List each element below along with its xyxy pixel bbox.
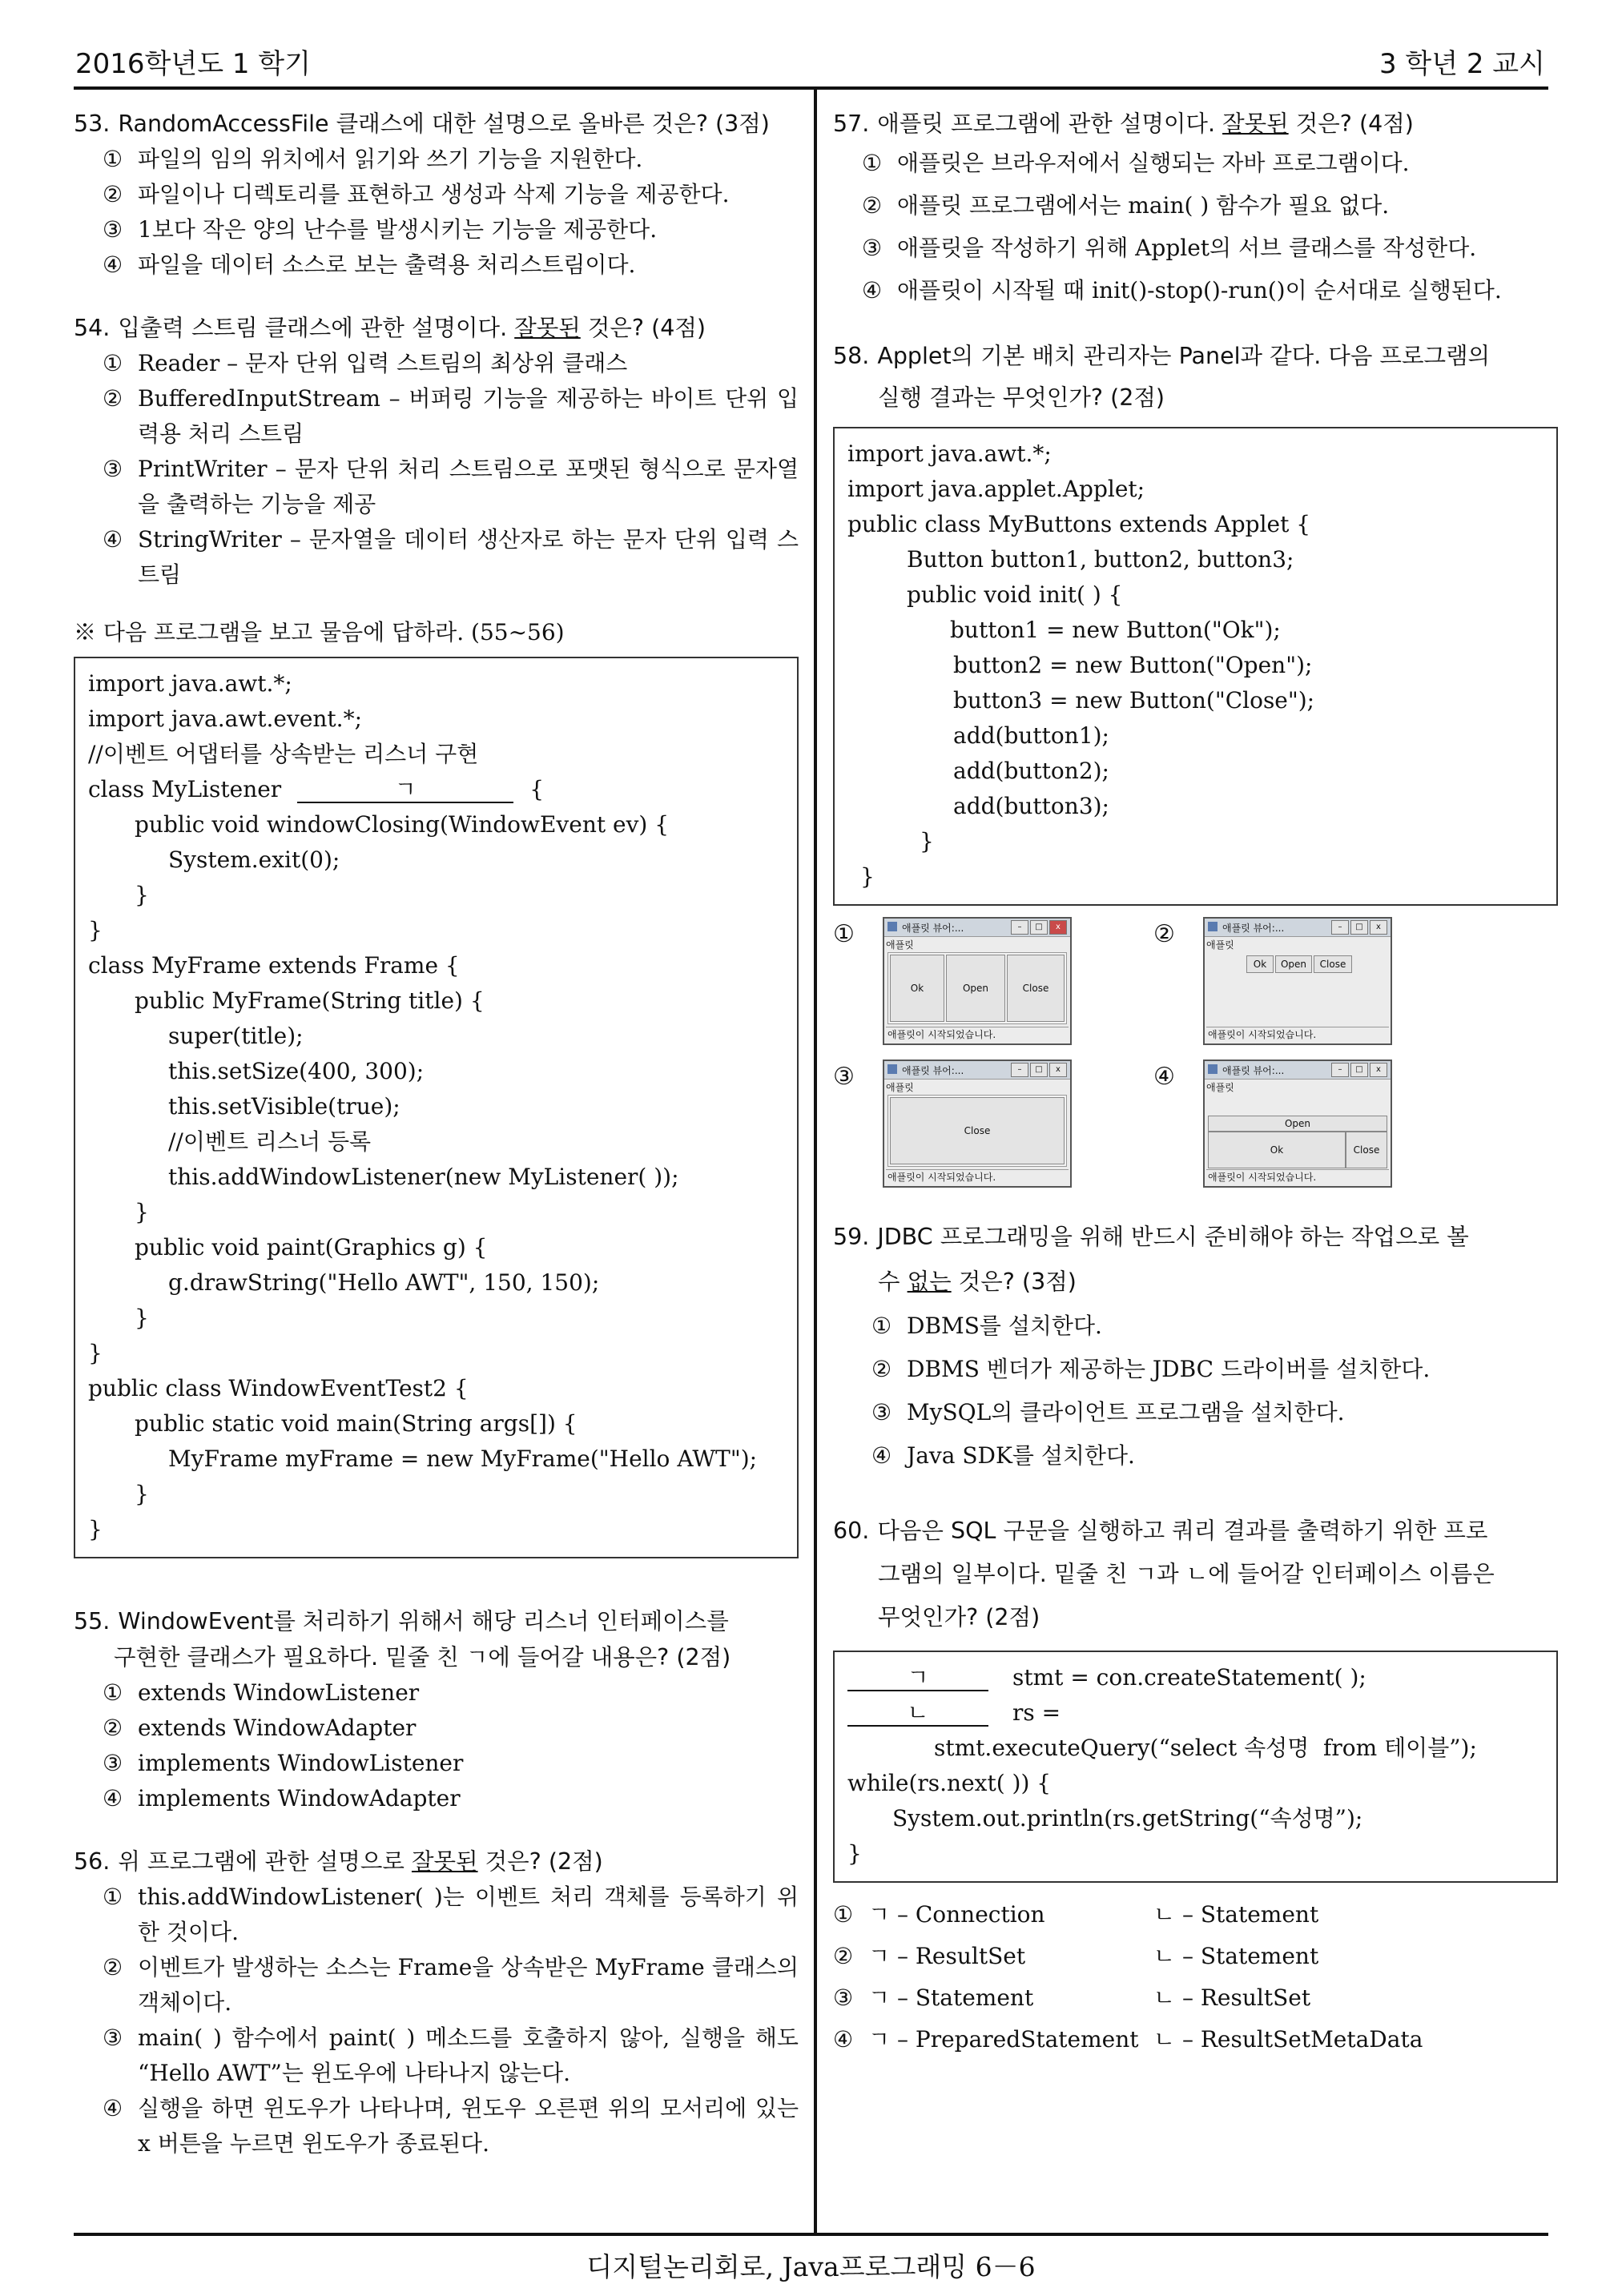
answer-options-60 [833,1894,1558,2061]
question-55: 55. WindowEvent를 처리하기 위해서 해당 리스너 인터페이스를 구현한 클래스가 필요하다. 밑줄 친 ㄱ에 들어갈 내용은? (2점) ① extends WindowListener ② extends WindowAdapter ③ implements WindowListener ④ implements WindowAdapter [74,1603,799,1816]
blank-giyeok: ㄱ [847,1666,988,1691]
minimize-icon: – [1011,1063,1028,1077]
option-4a: ④ ㄱ – PreparedStatement [833,2026,1139,2053]
ok-button: Ok [1208,1132,1346,1168]
option-1: ① DBMS를 설치한다. [871,1313,1102,1339]
option-1a: ① ㄱ – Connection [833,1901,1045,1928]
option-2: ② DBMS 벤더가 제공하는 JDBC 드라이버를 설치한다. [871,1356,1431,1382]
option-3: ③ main( ) 함수에서 paint( ) 메소드를 호출하지 않아, 실행을 해도 “Hello AWT”는 윈도우에 나타나지 않는다. [103,2025,799,2086]
open-button: Open [1208,1116,1387,1132]
option-2: ② BufferedInputStream – 버퍼링 기능을 제공하는 바이트 단위 입력용 처리 스트림 [103,385,799,447]
code-box-60: ㄱ stmt = con.createStatement( ); ㄴ rs = stmt.executeQuery(“select 속성명 from 테이블”); while(rs.next( )) { System.out.println(rs.getString(“속성명”); } [833,1651,1558,1883]
left-column [74,106,799,2182]
right-column [833,106,1558,2081]
question-56: 56. 위 프로그램에 관한 설명으로 잘못된 것은? (2점) ① this.addWindowListener( )는 이벤트 처리 객체를 등록하기 위한 것이다. ② 이벤트가 발생하는 소스는 Frame을 상속받은 MyFrame 클래스의 객체이다. ③ main( ) 함수에서 paint( ) 메소드를 호출하지 않아, 실행을 해도 “Hello AWT”는 윈도우에 나타나지 않는다. ④ 실행을 하면 윈도우가 나타나며, 윈도우 오른편 위의 모서리에 있는 x 버튼을 누르면 윈도우가 종료된다. [74,1844,799,2161]
option-1: ① Reader – 문자 단위 입력 스트림의 최상위 클래스 [103,350,628,376]
applet-option-4: ④ 애플릿 뷰어:... – □ x 애플릿 Open Ok Close 애플릿이 시작되었습니다. [1153,1060,1474,1188]
bottom-rule [74,2233,1548,2236]
applet-icon [1208,1064,1218,1074]
applet-option-3: ③ 애플릿 뷰어:... – □ x 애플릿 Close 애플릿이 시작되었습니다. [833,1060,1153,1188]
question-number: 53. [74,111,111,137]
option-3: ③ 1보다 작은 양의 난수를 발생시키는 기능을 제공한다. [103,216,658,243]
option-4: ④ implements WindowAdapter [103,1785,461,1811]
question-53 [74,106,799,283]
option-1: ① 파일의 임의 위치에서 읽기와 쓰기 기능을 지원한다. [103,146,643,172]
option-4: ④ 파일을 데이터 소스로 보는 출력용 처리스트림이다. [103,251,636,278]
applet-option-1: ① 애플릿 뷰어:... – □ x 애플릿 Ok Open Close 애플릿이 시작되었습니다. [833,917,1153,1045]
close-icon: x [1049,1063,1067,1077]
blank-giyeok: ㄱ [297,778,513,803]
option-3a: ③ ㄱ – Statement [833,1984,1034,2011]
instruction-note: ※ 다음 프로그램을 보고 물음에 답하라. (55∼56) [74,619,565,645]
header-right: 3 학년 2 교시 [1378,48,1545,80]
maximize-icon: □ [1030,1063,1048,1077]
option-1: ① this.addWindowListener( )는 이벤트 처리 객체를 등록하기 위한 것이다. [103,1884,799,1945]
underlined-keyword: 잘못된 [514,315,581,341]
option-4: ④ 애플릿이 시작될 때 init()-stop()-run()이 순서대로 실행된다. [862,277,1502,304]
option-2: ② 이벤트가 발생하는 소스는 Frame을 상속받은 MyFrame 클래스의 객체이다. [103,1954,799,2016]
maximize-icon: □ [1030,920,1048,935]
minimize-icon: – [1331,920,1349,935]
header-left: 2016학년도 1 학기 [75,48,311,80]
question-60: 60. 다음은 SQL 구문을 실행하고 쿼리 결과를 출력하기 위한 프로 그램의 일부이다. 밑줄 친 ㄱ과 ㄴ에 들어갈 인터페이스 이름은 무엇인가? (2점) ㄱ stmt = con.createStatement( ); ㄴ rs = stmt.executeQuery(“select 속성명 from 테이블”); while(rs.next( )) { System.out.println(rs.getString(“속성명”); } ① ㄱ – Connection ㄴ – Statement ② ㄱ – ResultSet ㄴ – Statement ③ ㄱ – Statement ㄴ – ResultSet ④ ㄱ – PreparedStatement ㄴ – ResultSetMetaData [833,1510,1558,2061]
option-2: ② extends WindowAdapter [103,1715,417,1741]
applet-answer-grid [833,917,1558,1188]
applet-icon [887,922,897,931]
maximize-icon: □ [1350,1063,1368,1077]
minimize-icon: – [1331,1063,1349,1077]
underlined-keyword: 잘못된 [411,1848,478,1875]
option-1: ① 애플릿은 브라우저에서 실행되는 자바 프로그램이다. [862,150,1410,176]
underlined-keyword: 없는 [907,1269,952,1295]
close-button: Close [890,1097,1065,1164]
option-4: ④ StringWriter – 문자열을 데이터 생산자로 하는 문자 단위 입력 스트림 [103,526,799,588]
close-button: Close [1007,955,1065,1022]
open-button: Open [946,955,1005,1022]
close-button: Close [1346,1132,1387,1168]
blank-nieun: ㄴ [847,1701,988,1727]
close-icon: x [1370,1063,1387,1077]
close-button: Close [1314,955,1352,973]
question-text: RandomAccessFile 클래스에 대한 설명으로 올바른 것은? (3점) [118,111,770,137]
applet-window: 애플릿 뷰어:... – □ x 애플릿 Open Ok Close 애플릿이 시작되었습니다. [1203,1060,1392,1188]
option-2: ② 파일이나 디렉토리를 표현하고 생성과 삭제 기능을 제공한다. [103,181,730,207]
applet-window: 애플릿 뷰어:... – □ x 애플릿 Ok Open Close 애플릿이 시작되었습니다. [883,917,1072,1045]
maximize-icon: □ [1350,920,1368,935]
applet-icon [1208,922,1218,931]
option-2a: ② ㄱ – ResultSet [833,1943,1026,1969]
question-59: 59. JDBC 프로그래밍을 위해 반드시 준비해야 하는 작업으로 볼 수 없는 것은? (3점) ① DBMS를 설치한다. ② DBMS 벤더가 제공하는 JDBC 드라이버를 설치한다. ③ MySQL의 클라이언트 프로그램을 설치한다. ④ Java SDK를 설치한다. [833,1215,1558,1478]
option-1: ① extends WindowListener [103,1679,420,1706]
code-box-55-56: import java.awt.*; import java.awt.event.*; //이벤트 어댑터를 상속받는 리스너 구현 class MyListener ㄱ { public void windowClosing(WindowEvent ev) { System.exit(0); } } class MyFrame extends Frame { public MyFrame(String title) { super(title); this.setSize(400, 300); this.setVisible(true); //이벤트 리스너 등록 this.addWindowListener(new MyListener( )); } public void paint(Graphics g) { g.drawString("Hello AWT", 150, 150); } } public class WindowEventTest2 { public static void main(String args[]) { MyFrame myFrame = new MyFrame("Hello AWT"); } } [74,657,799,1558]
option-4: ④ Java SDK를 설치한다. [871,1442,1135,1469]
applet-window: 애플릿 뷰어:... – □ x 애플릿 Close 애플릿이 시작되었습니다. [883,1060,1072,1188]
option-3b: ㄴ – ResultSet [1153,1984,1311,2011]
option-1b: ㄴ – Statement [1153,1901,1319,1928]
code-box-58: import java.awt.*; import java.applet.Applet; public class MyButtons extends Applet { Button button1, button2, button3; public void init( ) { button1 = new Button("Ok"); button2 = new Button("Open"); button3 = new Button("Close"); add(button1); add(button2); add(button3); } } [833,427,1558,906]
open-button: Open [1275,955,1312,973]
option-4b: ㄴ – ResultSetMetaData [1153,2026,1423,2053]
option-2b: ㄴ – Statement [1153,1943,1319,1969]
applet-window: 애플릿 뷰어:... – □ x 애플릿 Ok Open Close 애플릿이 시작되었습니다. [1203,917,1392,1045]
minimize-icon: – [1011,920,1028,935]
question-58: 58. Applet의 기본 배치 관리자는 Panel과 같다. 다음 프로그램의 실행 결과는 무엇인가? (2점) import java.awt.*; import java.applet.Applet; public class MyButtons extends Applet { Button button1, button2, button3; public void init( ) { button1 = new Button("Ok"); button2 = new Button("Open"); button3 = new Button("Close"); add(button1); add(button2); add(button3); } } ① 애플릿 뷰어:... – □ x 애플릿 Ok Open Close 애플릿이 시작되었습니다. ② 애플릿 뷰어:... – □ x 애플릿 Ok Open Close 애플릿이 시작되었습니다. ③ 애플릿 뷰어:... – □ x 애플릿 Close 애플릿이 시작되었습니다. ④ 애플릿 뷰어:... – □ x 애플릿 Open Ok Close 애플릿이 시작되었습니다. [833,336,1558,1188]
applet-option-2: ② 애플릿 뷰어:... – □ x 애플릿 Ok Open Close 애플릿이 시작되었습니다. [1153,917,1474,1045]
option-3: ③ MySQL의 클라이언트 프로그램을 설치한다. [871,1399,1345,1425]
option-3: ③ implements WindowListener [103,1750,464,1776]
option-4: ④ 실행을 하면 윈도우가 나타나며, 윈도우 오른편 위의 모서리에 있는 x 버튼을 누르면 윈도우가 종료된다. [103,2095,799,2157]
question-57: 57. 애플릿 프로그램에 관한 설명이다. 잘못된 것은? (4점) ① 애플릿은 브라우저에서 실행되는 자바 프로그램이다. ② 애플릿 프로그램에서는 main( ) 함수가 필요 없다. ③ 애플릿을 작성하기 위해 Applet의 서브 클래스를 작성한다. ④ 애플릿이 시작될 때 init()-stop()-run()이 순서대로 실행된다. [833,106,1558,312]
underlined-keyword: 잘못된 [1222,111,1289,137]
applet-icon [887,1064,897,1074]
option-3: ③ 애플릿을 작성하기 위해 Applet의 서브 클래스를 작성한다. [862,235,1477,261]
close-icon: x [1370,920,1387,935]
close-icon: x [1049,920,1067,935]
page-footer: 디지털논리회로, Java프로그래밍 6－6 [586,2251,1036,2282]
option-2: ② 애플릿 프로그램에서는 main( ) 함수가 필요 없다. [862,192,1390,219]
top-rule [74,86,1548,90]
ok-button: Ok [1246,955,1274,973]
question-54: 54. 입출력 스트림 클래스에 관한 설명이다. 잘못된 것은? (4점) ① Reader – 문자 단위 입력 스트림의 최상위 클래스 ② BufferedInputStream – 버퍼링 기능을 제공하는 바이트 단위 입력용 처리 스트림 ③ PrintWriter – 문자 단위 처리 스트림으로 포맷된 형식으로 문자열을 출력하는 기능을 제공 ④ StringWriter – 문자열을 데이터 생산자로 하는 문자 단위 입력 스트림 [74,310,799,593]
ok-button: Ok [890,955,944,1022]
option-3: ③ PrintWriter – 문자 단위 처리 스트림으로 포맷된 형식으로 문자열을 출력하는 기능을 제공 [103,456,799,517]
column-divider [814,88,817,2234]
